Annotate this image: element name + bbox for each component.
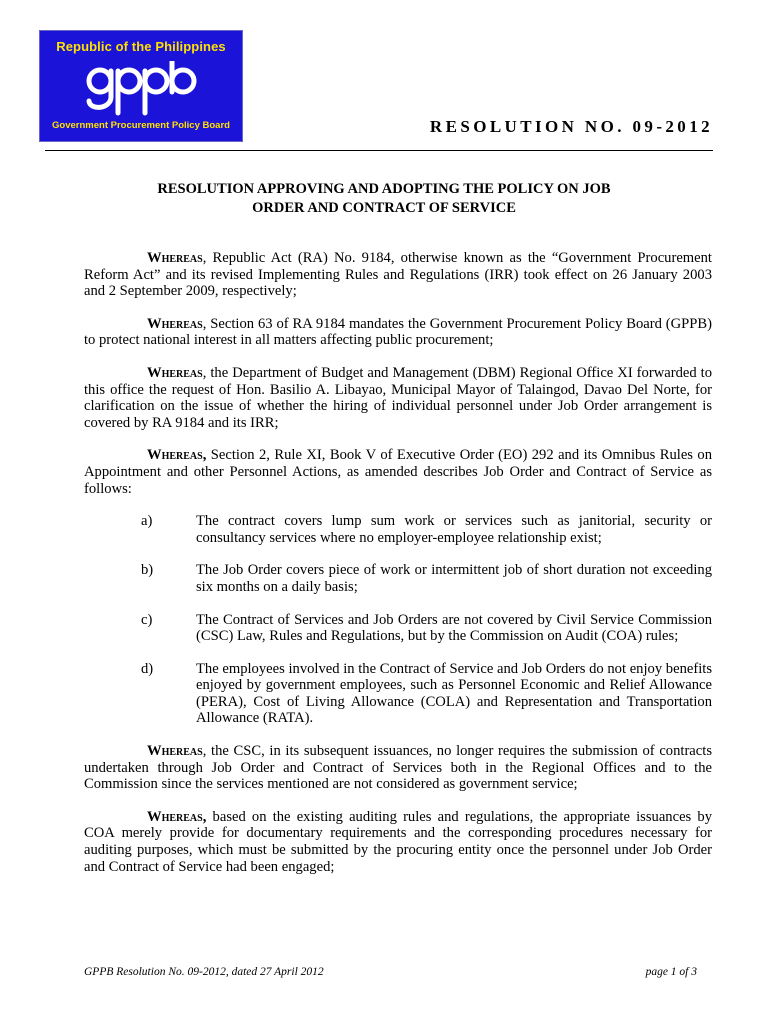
document-body [84,250,712,891]
list-item [84,562,712,595]
title-line-1: RESOLUTION APPROVING AND ADOPTING THE POLICY ON JOB [157,181,611,197]
whereas-paragraph-1 [84,250,712,300]
whereas-paragraph-3 [84,365,712,431]
whereas-text: , Republic Act (RA) No. 9184, otherwise known as the “Government Procurement Reform Act” and its revised Implementing Rules and Regulations (IRR) took effect on 26 January 2003 and 2 September 2009, respectively; [84,250,712,300]
list-marker: c) [141,611,153,628]
whereas-keyword: Whereas [147,250,203,266]
page-number: page 1 of 3 [645,966,697,978]
whereas-keyword: Whereas [147,364,203,381]
whereas-paragraph-6 [84,809,712,875]
header-divider [45,150,713,151]
whereas-text: based on the existing auditing rules and regulations, the appropriate issuances by COA merely provide for documentary requirements and the corresponding procedures necessary for auditing purposes, which must be submitted by the procuring entity once the personnel under Job Order and Contract of Service had been engaged; [84,808,712,875]
list-text: The employees involved in the Contract of Service and Job Orders do not enjoy benefits enjoyed by government employees, such as Personnel Economic and Relief Allowance (PERA), Cost of Living Allowance (COLA) and Representation and Transportation Allowance (RATA). [196,660,712,727]
whereas-text: , the CSC, in its subsequent issuances, no longer requires the submission of contracts undertaken through Job Order and Contract of Services both in the Regional Offices and to the Commission since the services mentioned are not considered as government service; [84,743,712,793]
list-text: The Contract of Services and Job Orders are not covered by Civil Service Commission (CSC) Law, Rules and Regulations, but by the Commission on Audit (COA) rules; [196,611,712,645]
document-title [100,180,668,218]
title-line-2: ORDER AND CONTRACT OF SERVICE [252,200,516,216]
gppb-logo [39,30,243,142]
whereas-text: , Section 63 of RA 9184 mandates the Government Procurement Policy Board (GPPB) to protect national interest in all matters affecting public procurement; [84,315,712,349]
list-text: The contract covers lump sum work or services such as janitorial, security or consultancy services where no employer-employee relationship exist; [196,513,712,546]
logo-top-text: Republic of the Philippines [56,39,226,54]
job-order-definition-list [84,513,712,727]
list-marker: a) [141,513,153,530]
whereas-text: , the Department of Budget and Management (DBM) Regional Office XI forwarded to this office the request of Hon. Basilio A. Libayao, Municipal Mayor of Talaingod, Davao Del Norte, for clarification on the issue of whether the hiring of individual personnel under Job Order arrangement is covered by RA 9184 and its IRR; [84,364,712,431]
list-marker: b) [141,562,154,579]
list-item [84,661,712,727]
whereas-text: Section 2, Rule XI, Book V of Executive Order (EO) 292 and its Omnibus Rules on Appointment and other Personnel Actions, as amended describes Job Order and Contract of Service as follows: [84,447,712,497]
whereas-paragraph-4 [84,447,712,497]
whereas-keyword: Whereas [147,315,203,332]
list-item [84,513,712,546]
logo-bottom-text: Government Procurement Policy Board [52,120,230,131]
whereas-keyword: Whereas [147,743,203,760]
whereas-paragraph-5 [84,743,712,793]
whereas-paragraph-2 [84,316,712,349]
footer-citation: GPPB Resolution No. 09-2012, dated 27 April 2012 [84,966,324,978]
list-item [84,612,712,645]
resolution-number: RESOLUTION NO. 09-2012 [429,117,713,136]
whereas-keyword: Whereas, [147,447,207,464]
page-footer [84,966,697,978]
gppb-logo-mark [84,61,200,117]
whereas-keyword: Whereas, [147,808,207,825]
list-marker: d) [141,660,154,677]
list-text: The Job Order covers piece of work or intermittent job of short duration not exceeding six months on a daily basis; [196,562,712,595]
